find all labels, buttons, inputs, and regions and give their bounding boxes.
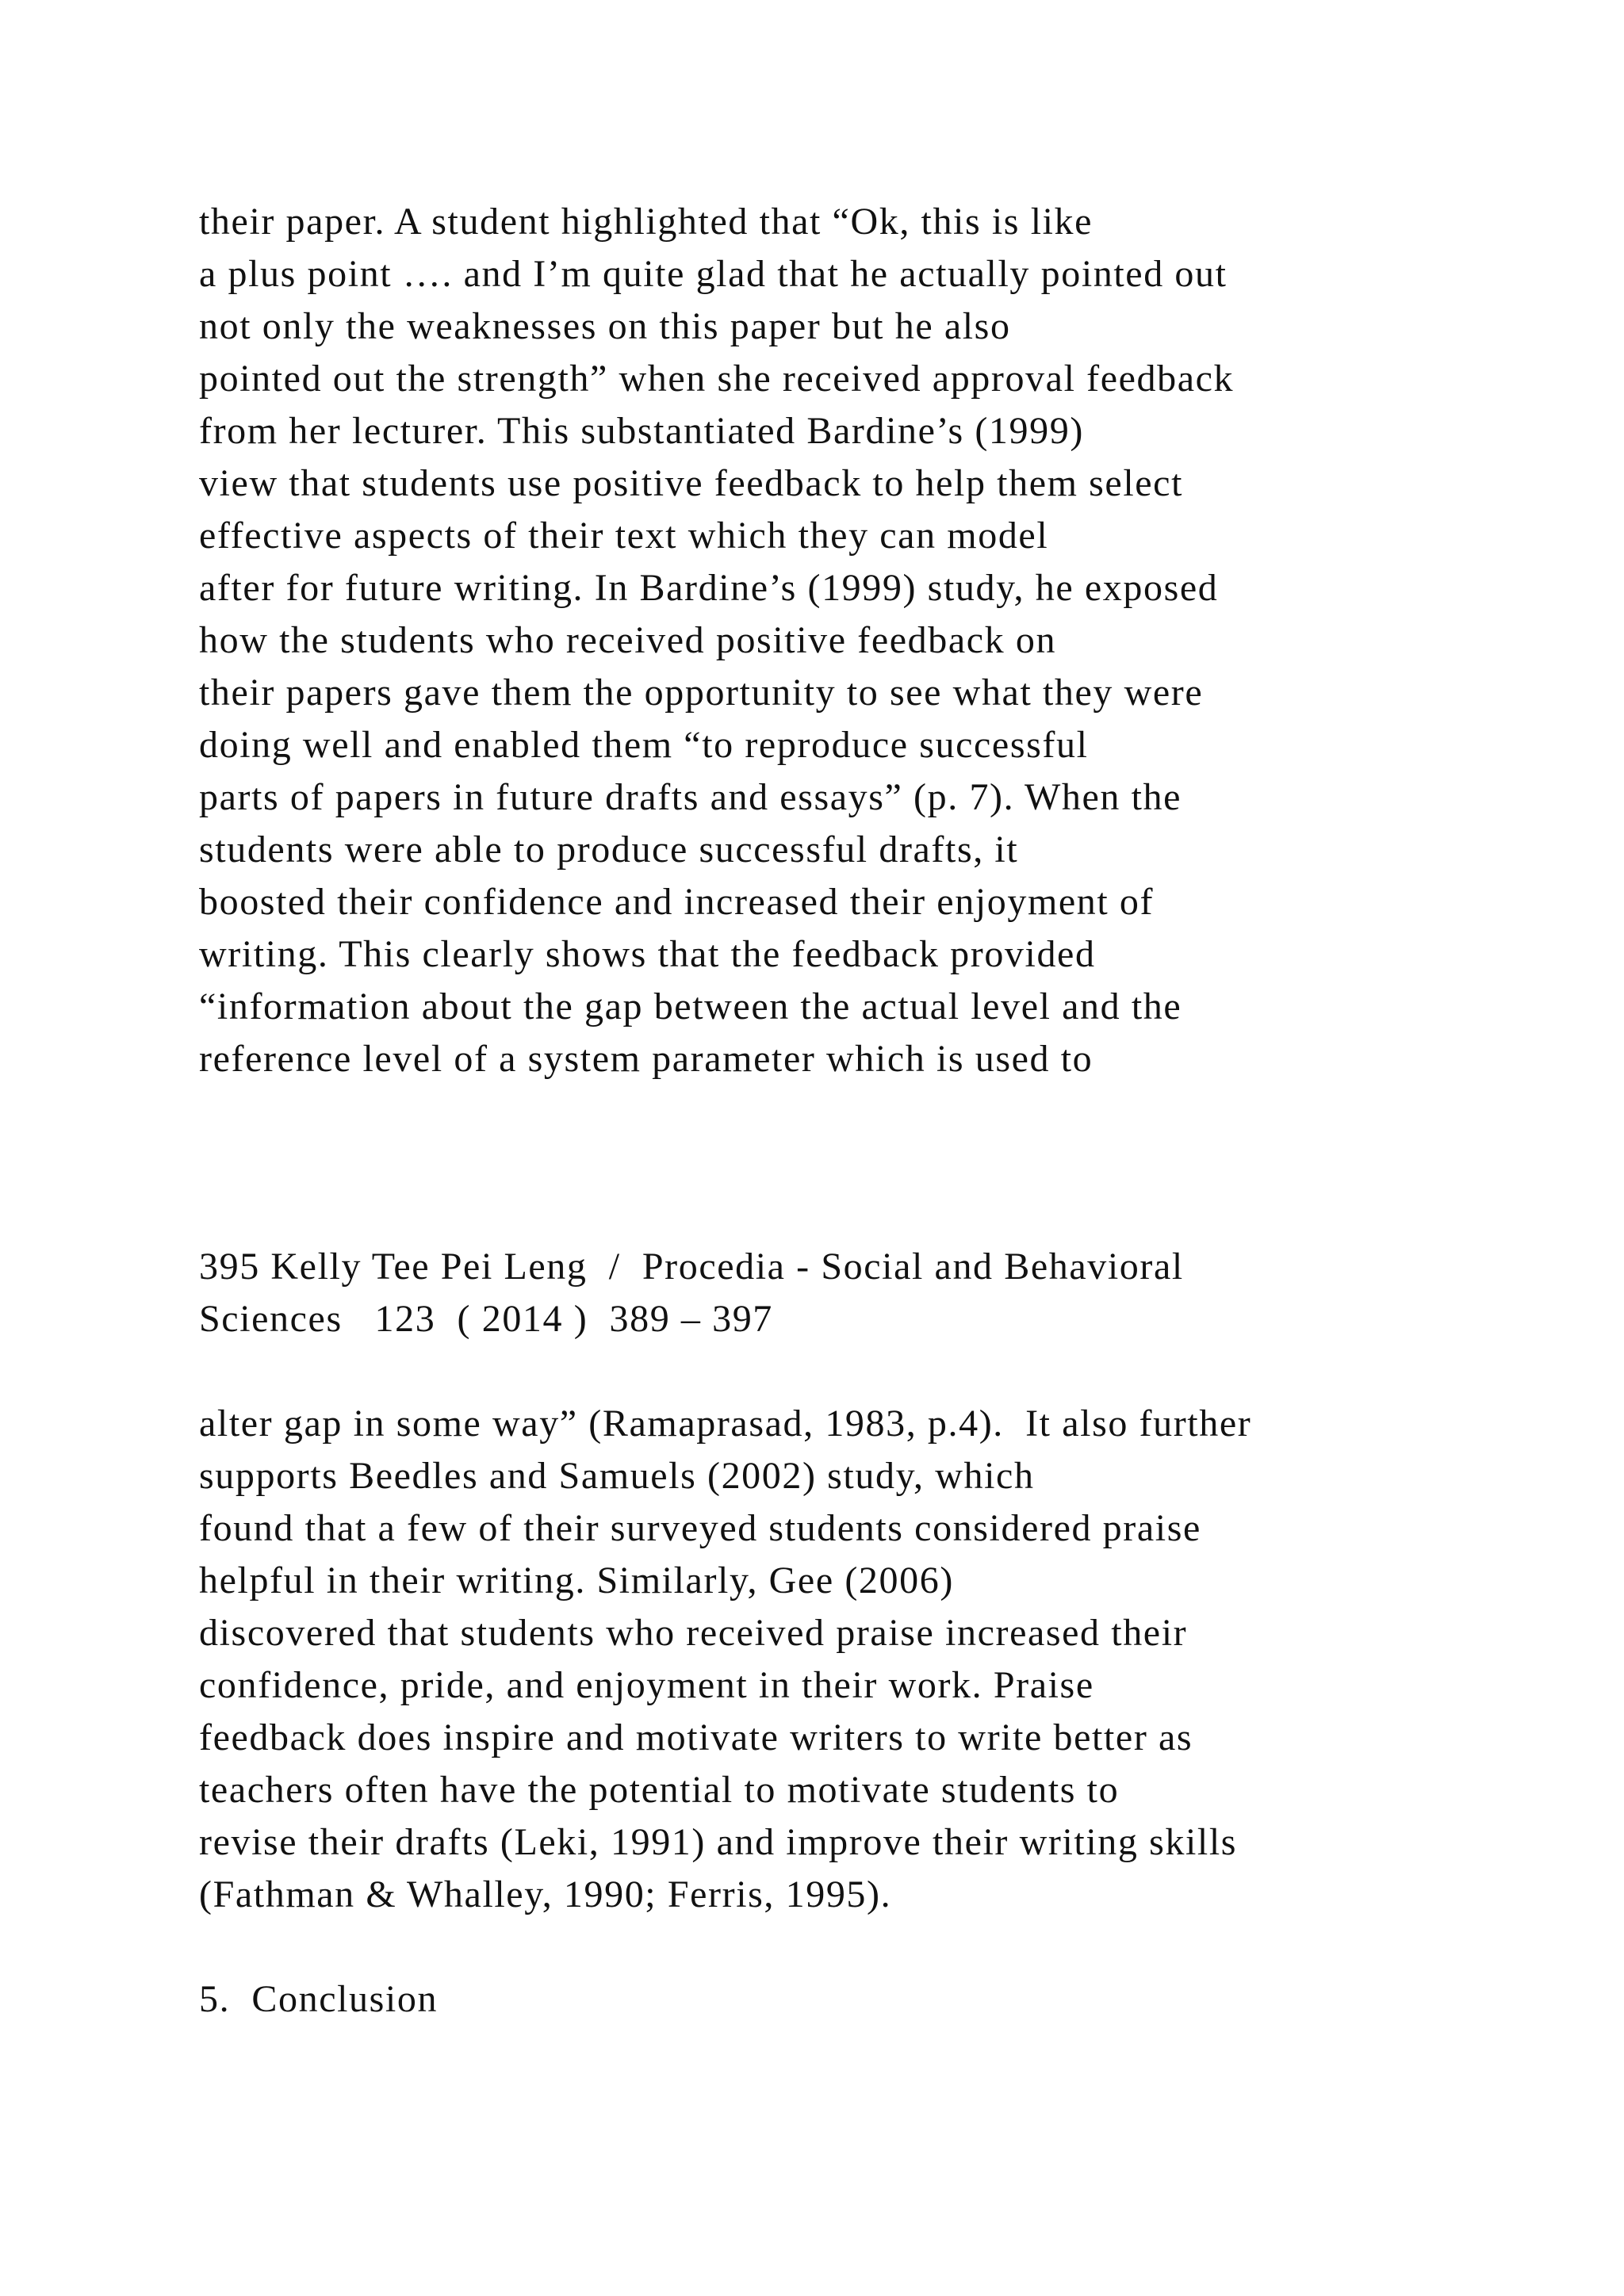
text-line: boosted their confidence and increased their enjoyment of: [199, 881, 1155, 923]
text-line: how the students who received positive feedback on: [199, 619, 1057, 661]
text-line: doing well and enabled them “to reproduce successful: [199, 724, 1089, 766]
section-heading-text: 5. Conclusion: [199, 1978, 439, 2020]
text-line: pointed out the strength” when she received approval feedback: [199, 358, 1235, 400]
text-line: feedback does inspire and motivate writers to write better as: [199, 1716, 1193, 1758]
text-line: after for future writing. In Bardine’s (1999) study, he exposed: [199, 567, 1219, 609]
text-line: not only the weaknesses on this paper but he also: [199, 305, 1011, 347]
text-line: discovered that students who received praise increased their: [199, 1612, 1188, 1654]
body-paragraph-1: [199, 196, 1547, 1085]
citation-line: Sciences 123 ( 2014 ) 389 – 397: [199, 1298, 773, 1340]
text-line: from her lecturer. This substantiated Bardine’s (1999): [199, 410, 1084, 452]
body-paragraph-2: [199, 1398, 1547, 1921]
text-line: “information about the gap between the actual level and the: [199, 985, 1182, 1027]
text-line: (Fathman & Whalley, 1990; Ferris, 1995).: [199, 1873, 892, 1915]
citation-line: 395 Kelly Tee Pei Leng / Procedia - Social and Behavioral: [199, 1246, 1184, 1288]
journal-citation-footer: [199, 1241, 1547, 1345]
text-line: parts of papers in future drafts and essays” (p. 7). When the: [199, 776, 1182, 818]
text-line: view that students use positive feedback to help them select: [199, 462, 1184, 504]
text-line: revise their drafts (Leki, 1991) and improve their writing skills: [199, 1821, 1238, 1863]
text-line: alter gap in some way” (Ramaprasad, 1983, p.4). It also further: [199, 1402, 1252, 1445]
text-line: writing. This clearly shows that the feedback provided: [199, 933, 1096, 975]
text-line: teachers often have the potential to motivate students to: [199, 1769, 1120, 1811]
text-line: reference level of a system parameter which is used to: [199, 1038, 1094, 1080]
text-line: their papers gave them the opportunity to see what they were: [199, 672, 1204, 714]
text-line: supports Beedles and Samuels (2002) study, which: [199, 1455, 1035, 1497]
text-line: their paper. A student highlighted that “Ok, this is like: [199, 201, 1094, 243]
section-heading-conclusion: [199, 1973, 1547, 2026]
text-line: found that a few of their surveyed students considered praise: [199, 1507, 1201, 1549]
text-line: effective aspects of their text which they can model: [199, 515, 1049, 557]
text-line: a plus point …. and I’m quite glad that he actually pointed out: [199, 253, 1228, 295]
text-line: helpful in their writing. Similarly, Gee (2006): [199, 1559, 954, 1601]
text-line: confidence, pride, and enjoyment in their work. Praise: [199, 1664, 1094, 1706]
text-line: students were able to produce successful drafts, it: [199, 828, 1019, 871]
